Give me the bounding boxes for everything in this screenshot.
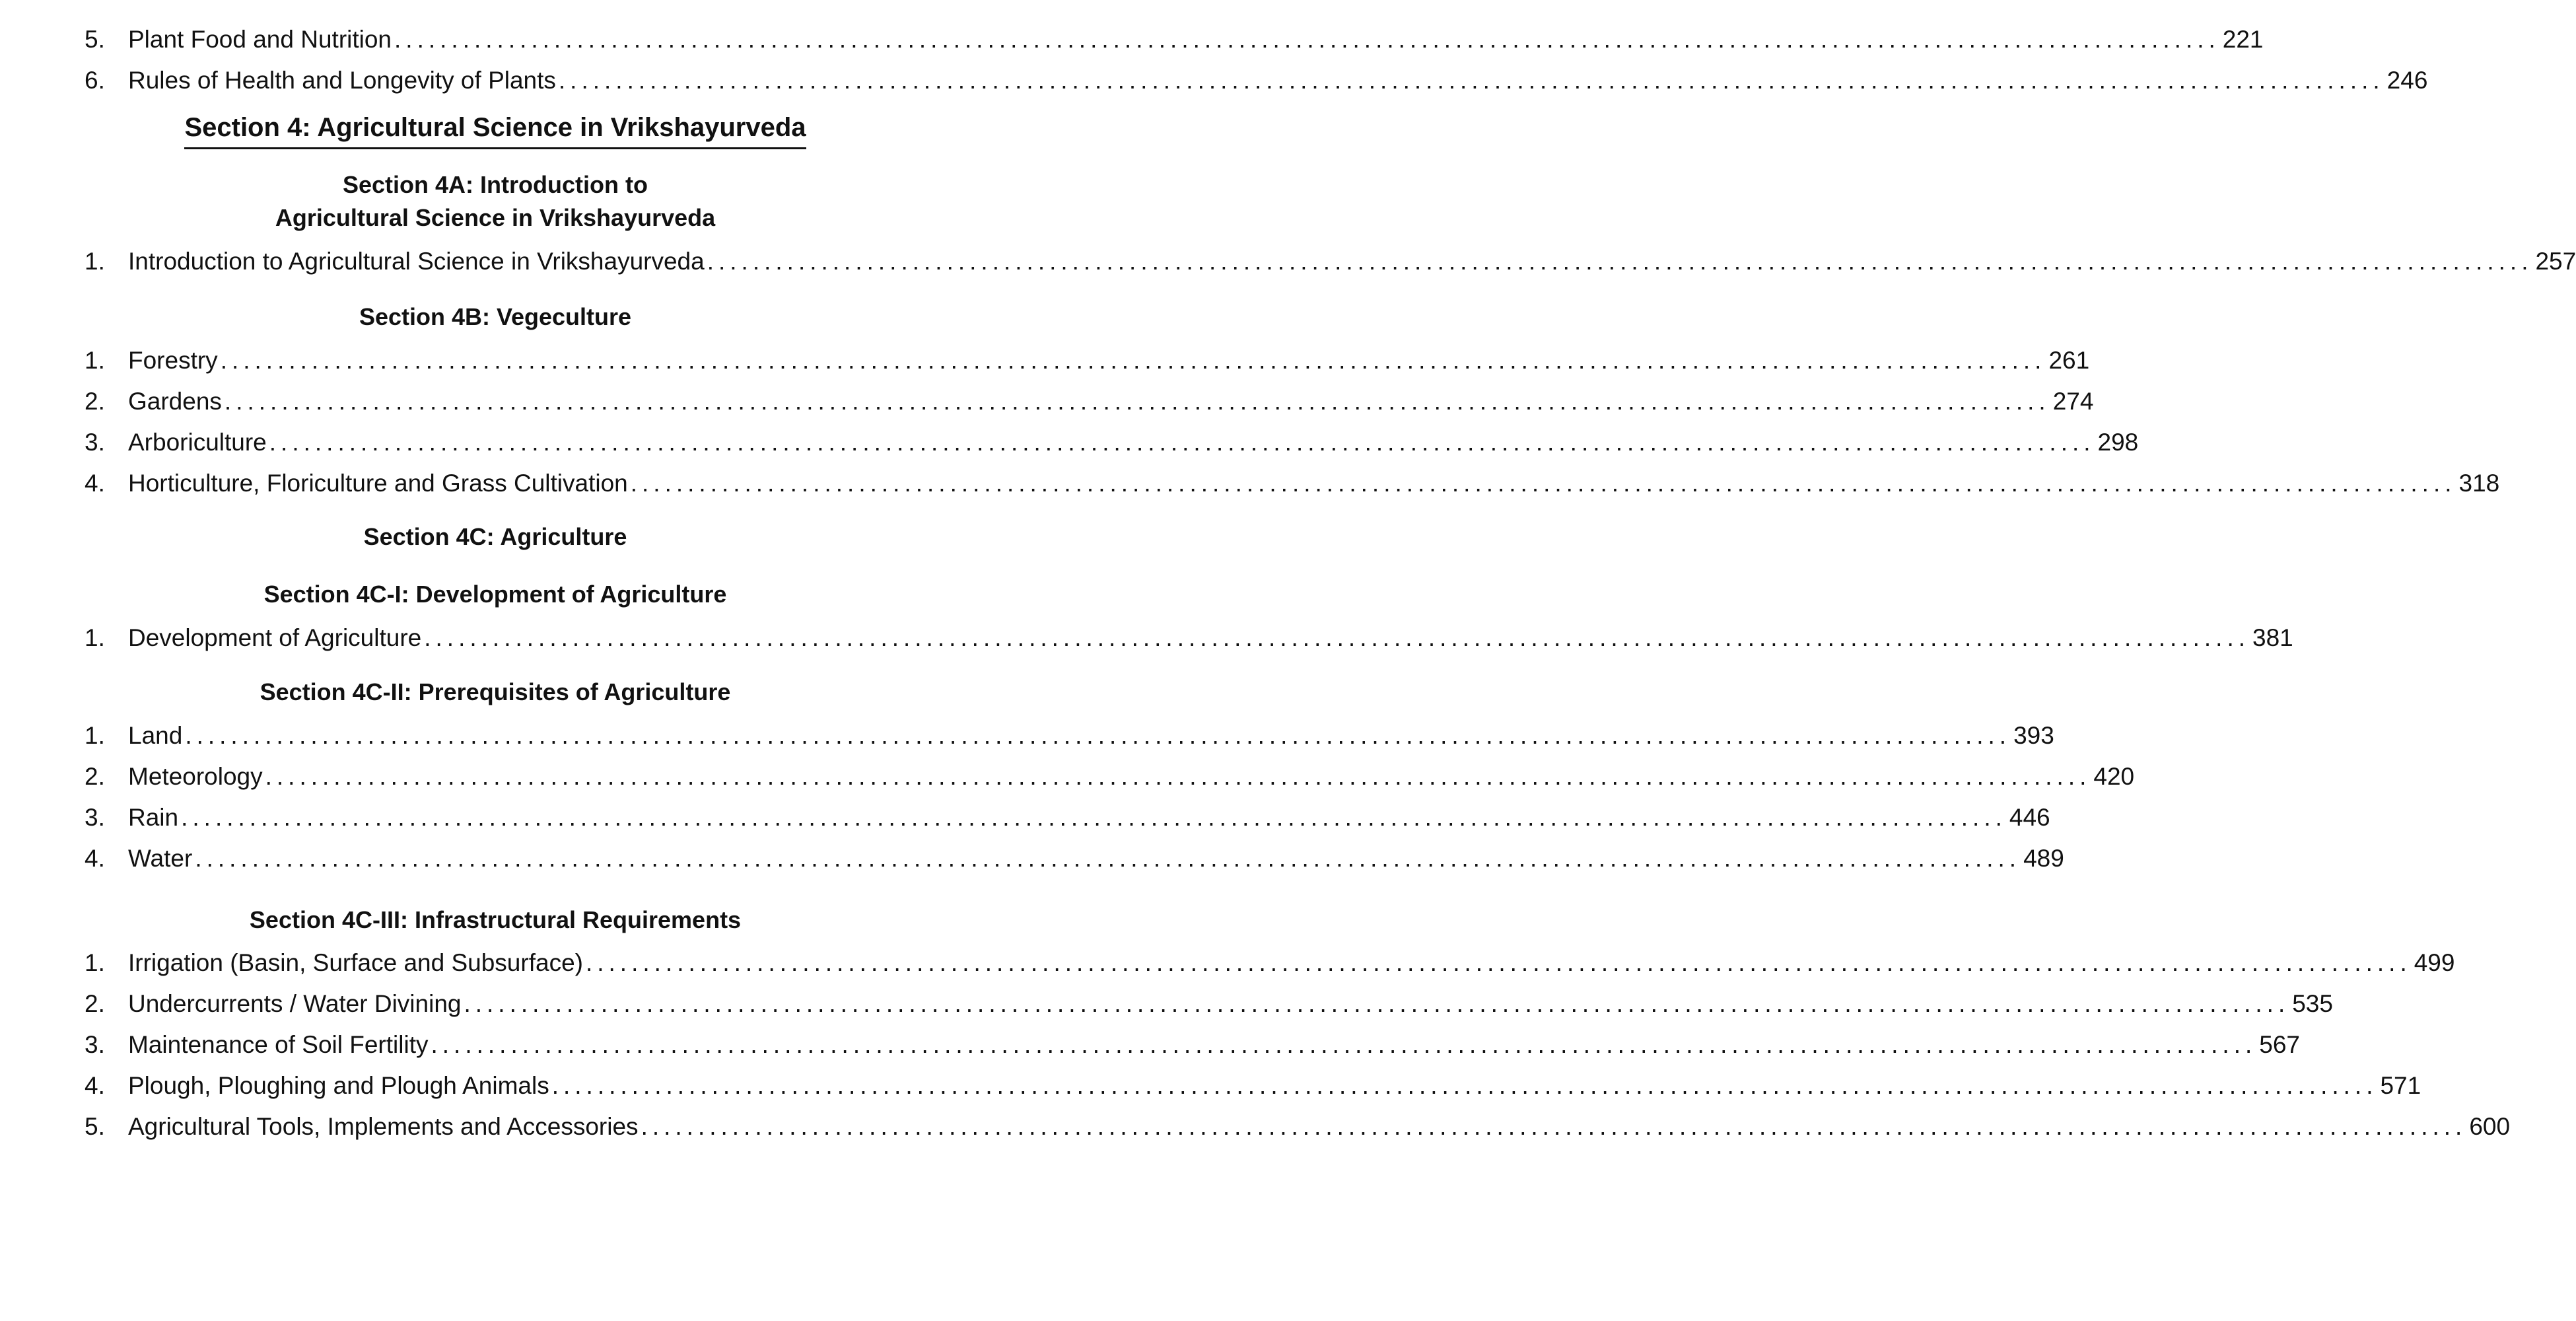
section-4a-heading-line1: Section 4A: Introduction to <box>343 171 648 198</box>
toc-entry <box>85 1020 2300 1058</box>
leader-dots: ................................................................................................................................................................ <box>464 990 2290 1017</box>
section-4c-heading: Section 4C: Agriculture <box>363 523 627 550</box>
entry-page: 567 <box>2259 1031 2300 1058</box>
toc-entry <box>85 458 2500 497</box>
toc-entry <box>85 711 2054 749</box>
section-4a-heading-line2: Agricultural Science in Vrikshayurveda <box>275 204 716 231</box>
toc-entry <box>85 15 2264 53</box>
leader-dots: ................................................................................................................................................................ <box>431 1031 2257 1058</box>
entry-title: Development of Agriculture <box>128 624 422 651</box>
leader-dots: ................................................................................................................................................................ <box>269 429 2095 456</box>
section-4c1-heading: Section 4C-I: Development of Agriculture <box>263 581 727 608</box>
leader-dots: ................................................................................................................................................................ <box>185 722 2011 749</box>
entry-page: 261 <box>2048 347 2090 374</box>
entry-number: 2. <box>85 990 105 1017</box>
entry-page: 446 <box>2009 804 2050 831</box>
entry-page: 221 <box>2222 26 2264 53</box>
entry-number: 4. <box>85 845 105 872</box>
entry-title: Undercurrents / Water Divining <box>128 990 462 1017</box>
entry-page: 381 <box>2252 624 2293 651</box>
leader-dots: ................................................................................................................................................................ <box>181 804 2007 831</box>
leader-dots: ................................................................................................................................................................ <box>558 67 2385 94</box>
entry-title: Rules of Health and Longevity of Plants <box>128 67 556 94</box>
toc-entry <box>85 979 2333 1017</box>
entry-title: Plant Food and Nutrition <box>128 26 392 53</box>
toc-entry <box>85 1102 2511 1140</box>
entry-title: Arboriculture <box>128 429 267 456</box>
leader-dots: ................................................................................................................................................................ <box>224 388 2050 415</box>
entry-number: 2. <box>85 763 105 790</box>
leader-dots: ................................................................................................................................................................ <box>220 347 2046 374</box>
entry-number: 3. <box>85 429 105 456</box>
toc-entry <box>85 1061 2421 1099</box>
entry-title: Water <box>128 845 193 872</box>
entry-page: 393 <box>2013 722 2054 749</box>
entry-page: 246 <box>2386 67 2428 94</box>
entry-number: 6. <box>85 67 105 94</box>
entry-number: 1. <box>85 624 105 651</box>
entry-number: 2. <box>85 388 105 415</box>
entry-number: 4. <box>85 1072 105 1099</box>
entry-page: 535 <box>2292 990 2333 1017</box>
entry-number: 5. <box>85 1113 105 1140</box>
entry-number: 1. <box>85 248 105 275</box>
toc-entry <box>85 613 2293 651</box>
entry-title: Forestry <box>128 347 218 374</box>
entry-title: Rain <box>128 804 179 831</box>
leader-dots: ................................................................................................................................................................ <box>551 1072 2378 1099</box>
toc-entry <box>85 236 2576 275</box>
toc-entry <box>85 336 2090 374</box>
toc-entry <box>85 793 2050 831</box>
entry-title: Maintenance of Soil Fertility <box>128 1031 429 1058</box>
leader-dots: ................................................................................................................................................................ <box>394 26 2220 53</box>
leader-dots: ................................................................................................................................................................ <box>585 949 2412 976</box>
toc-entry <box>85 752 2135 790</box>
entry-page: 420 <box>2093 763 2135 790</box>
entry-number: 1. <box>85 949 105 976</box>
leader-dots: ................................................................................................................................................................ <box>707 248 2533 275</box>
section-4c2-heading: Section 4C-II: Prerequisites of Agriculture <box>260 678 731 705</box>
leader-dots: ................................................................................................................................................................ <box>195 845 2021 872</box>
entry-page: 489 <box>2023 845 2064 872</box>
entry-page: 298 <box>2097 429 2139 456</box>
toc-entry <box>85 55 2428 94</box>
entry-number: 1. <box>85 347 105 374</box>
leader-dots: ................................................................................................................................................................ <box>265 763 2091 790</box>
entry-page: 499 <box>2414 949 2455 976</box>
entry-title: Land <box>128 722 183 749</box>
entry-number: 4. <box>85 470 105 497</box>
leader-dots: ................................................................................................................................................................ <box>641 1113 2467 1140</box>
entry-title: Plough, Ploughing and Plough Animals <box>128 1072 549 1099</box>
entry-number: 1. <box>85 722 105 749</box>
entry-number: 5. <box>85 26 105 53</box>
entry-page: 318 <box>2458 470 2500 497</box>
toc-entry <box>85 938 2455 976</box>
entry-page: 600 <box>2469 1113 2511 1140</box>
section-4-heading <box>0 109 991 149</box>
entry-title: Meteorology <box>128 763 263 790</box>
toc-entry <box>85 834 2064 872</box>
toc-entry <box>85 417 2139 456</box>
entry-number: 3. <box>85 804 105 831</box>
entry-title: Agricultural Tools, Implements and Accessories <box>128 1113 639 1140</box>
section-4-title: Section 4: Agricultural Science in Vrikshayurveda <box>184 109 806 149</box>
entry-title: Horticulture, Floriculture and Grass Cultivation <box>128 470 628 497</box>
leader-dots: ................................................................................................................................................................ <box>424 624 2250 651</box>
entry-title: Irrigation (Basin, Surface and Subsurface) <box>128 949 583 976</box>
entry-page: 274 <box>2052 388 2094 415</box>
toc-entry <box>85 376 2094 415</box>
section-4c3-heading: Section 4C-III: Infrastructural Requirements <box>249 906 742 933</box>
leader-dots: ................................................................................................................................................................ <box>630 470 2456 497</box>
entry-page: 571 <box>2380 1072 2421 1099</box>
entry-number: 3. <box>85 1031 105 1058</box>
section-4b-heading: Section 4B: Vegeculture <box>359 303 632 330</box>
entry-title: Gardens <box>128 388 222 415</box>
entry-page: 257 <box>2535 248 2576 275</box>
entry-title: Introduction to Agricultural Science in Vrikshayurveda <box>128 248 705 275</box>
